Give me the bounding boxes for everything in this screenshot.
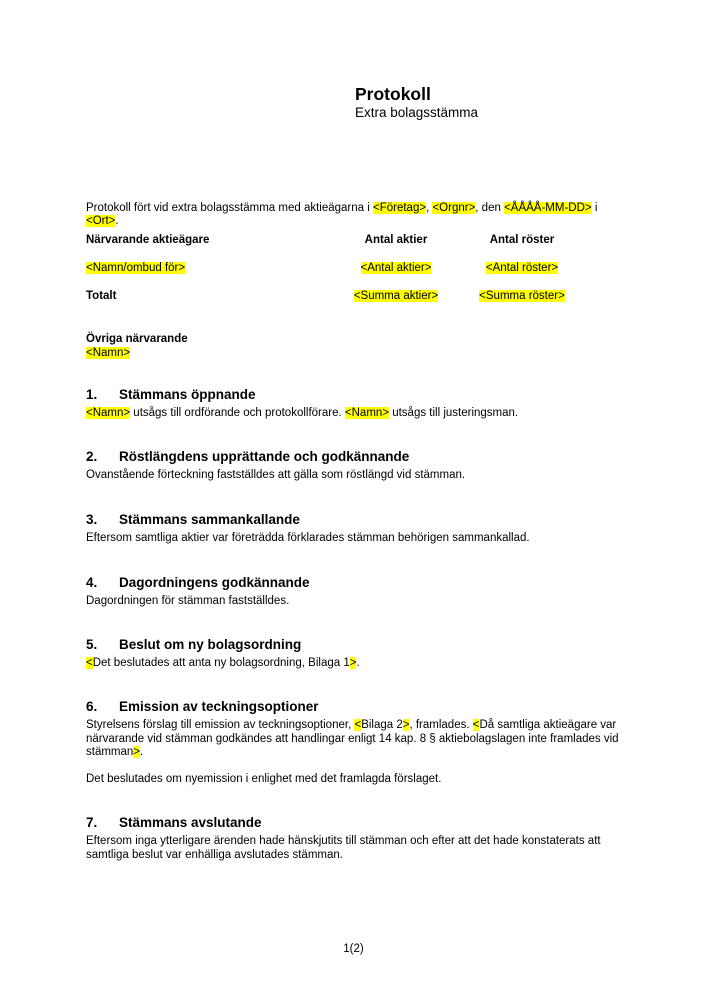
section-number: 7. [86, 815, 98, 830]
section-heading [86, 512, 622, 528]
document-subtitle: Extra bolagsstämma [355, 105, 479, 120]
appendix-reference: Bilaga 2 [361, 719, 403, 731]
section-body: Ovanstående förteckning fastställdes att gälla som röstlängd vid stämman. [86, 469, 466, 481]
intro-separator: , den [475, 201, 505, 214]
document-header [355, 83, 478, 121]
section-number: 4. [86, 575, 98, 590]
city-placeholder: <Ort> [86, 215, 116, 228]
document-title: Protokoll [355, 84, 431, 104]
section-body: Dagordningen för stämman fastställdes. [86, 595, 290, 607]
section-number: 2. [86, 449, 98, 464]
section-title: Stämmans sammankallande [119, 512, 300, 527]
section-body [86, 407, 622, 421]
body-text: Då samtliga aktieägare var närvarande vid stämman godkändes att handlingar enligt 14 kap. 8 § aktiebolagslagen inte framlades vid stämman [86, 719, 619, 759]
intro-paragraph [86, 202, 622, 229]
orgnr-placeholder: <Orgnr> [432, 201, 476, 214]
total-label: Totalt [86, 290, 117, 302]
shares-placeholder: <Antal aktier> [360, 262, 432, 274]
open-bracket-highlight: < [472, 719, 480, 731]
others-name-placeholder: <Namn> [86, 346, 131, 359]
section-body: Eftersom inga ytterligare ärenden hade hänskjutits till stämman och efter att det hade konstaterats att samtliga beslut var enhälliga avslutades stämman. [86, 835, 601, 861]
section-4-agenda [86, 575, 622, 609]
body-text: , framlades. [409, 719, 473, 731]
adjuster-name-placeholder: <Namn> [344, 407, 390, 419]
section-body [86, 657, 622, 671]
section-title: Stämmans avslutande [119, 815, 262, 830]
date-placeholder: <ÅÅÅÅ-MM-DD> [504, 201, 592, 214]
body-text: utsågs till justeringsman. [389, 407, 519, 419]
body-text: Det beslutades att anta ny bolagsordning, Bilaga 1 [92, 657, 350, 669]
intro-separator: , [426, 201, 433, 214]
section-heading [86, 387, 622, 403]
section-number: 6. [86, 699, 98, 714]
section-number: 3. [86, 512, 98, 527]
close-bracket-highlight: > [349, 657, 357, 669]
section-body [86, 719, 622, 760]
section-body-paragraph-2: Det beslutades om nyemission i enlighet med det framlagda förslaget. [86, 772, 442, 785]
shareholder-name-placeholder: <Namn/ombud för> [86, 262, 186, 274]
intro-separator: i [591, 201, 598, 214]
column-header-votes: Antal röster [489, 234, 555, 246]
votes-placeholder: <Antal röster> [485, 262, 559, 274]
others-present-label: Övriga närvarande [86, 333, 188, 345]
close-bracket-highlight: > [402, 719, 410, 731]
others-present-block [86, 333, 622, 360]
body-text: utsågs till ordförande och protokollförare. [130, 407, 345, 419]
section-title: Röstlängdens upprättande och godkännande [119, 449, 410, 464]
attendance-table [86, 234, 622, 318]
close-bracket-highlight: > [133, 746, 141, 759]
open-bracket-highlight: < [354, 719, 362, 731]
intro-lead-text: Protokoll fört vid extra bolagsstämma med aktieägarna i [86, 201, 373, 214]
section-title: Stämmans öppnande [119, 387, 256, 402]
company-placeholder: <Företag> [373, 201, 427, 214]
section-6-warrants [86, 699, 622, 786]
section-1-opening [86, 387, 622, 421]
section-3-convening [86, 512, 622, 546]
body-text: Styrelsens förslag till emission av teckningsoptioner, [86, 719, 355, 731]
section-heading [86, 699, 622, 715]
section-2-voting-list [86, 449, 622, 483]
section-heading [86, 449, 622, 465]
section-title: Beslut om ny bolagsordning [119, 637, 302, 652]
section-number: 5. [86, 637, 98, 652]
section-7-closing [86, 815, 622, 862]
table-header-row [86, 234, 622, 262]
total-shares-cell [340, 290, 452, 304]
body-text: . [356, 657, 360, 669]
table-total-row [86, 290, 622, 318]
body-text: . [140, 746, 144, 759]
shares-cell [340, 262, 452, 276]
section-5-articles [86, 637, 622, 671]
section-heading [86, 575, 622, 591]
intro-closing: . [115, 215, 119, 228]
section-body: Eftersom samtliga aktier var företrädda förklarades stämman behörigen sammankallad. [86, 532, 530, 544]
section-number: 1. [86, 387, 98, 402]
shareholder-name-cell [86, 262, 340, 276]
total-votes-cell [452, 290, 592, 304]
chairman-name-placeholder: <Namn> [86, 407, 131, 419]
page-number: 1(2) [343, 943, 364, 955]
total-shares-placeholder: <Summa aktier> [353, 290, 439, 302]
total-votes-placeholder: <Summa röster> [479, 290, 565, 302]
section-title: Emission av teckningsoptioner [119, 699, 319, 714]
section-heading [86, 815, 622, 831]
column-header-shareholders: Närvarande aktieägare [86, 234, 210, 246]
votes-cell [452, 262, 592, 276]
section-title: Dagordningens godkännande [119, 575, 310, 590]
others-present-value [86, 347, 622, 361]
column-header-shares: Antal aktier [364, 234, 428, 246]
section-heading [86, 637, 622, 653]
table-row [86, 262, 622, 290]
open-bracket-highlight: < [86, 657, 93, 669]
